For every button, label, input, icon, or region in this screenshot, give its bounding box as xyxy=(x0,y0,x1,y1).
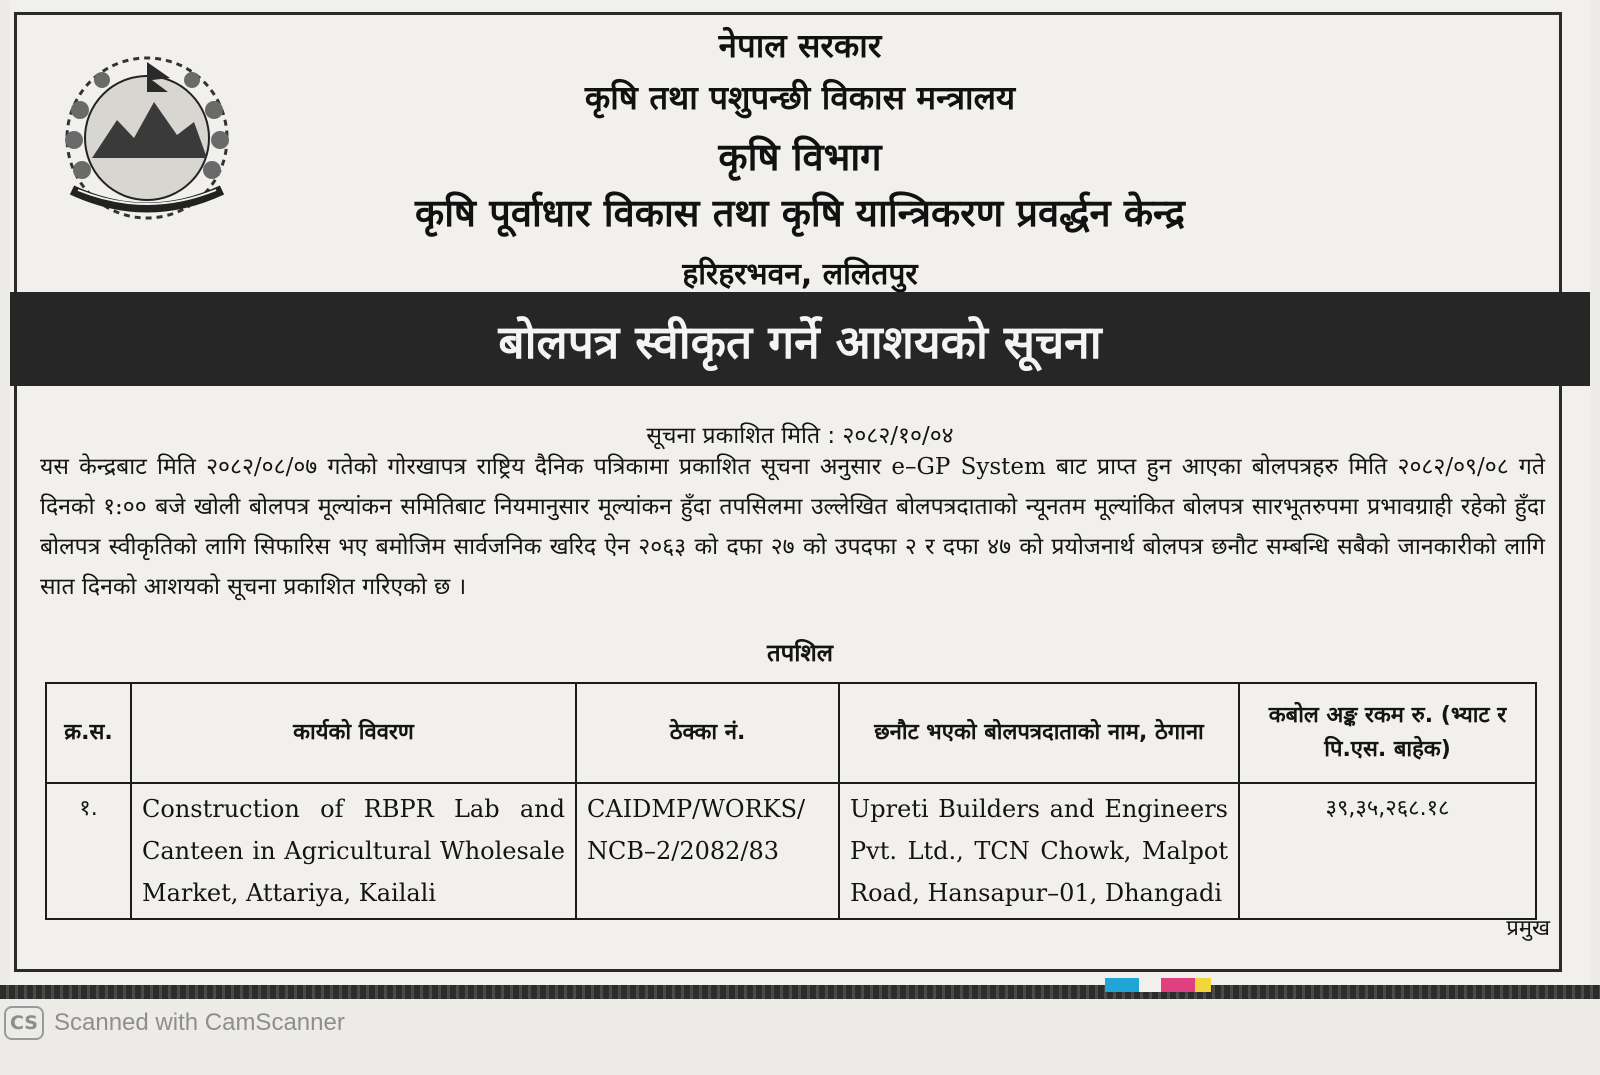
cyan-swatch xyxy=(1105,978,1139,992)
cell-contract-no: CAIDMP/WORKS/ NCB–2/2082/83 xyxy=(576,783,839,919)
notice-body: यस केन्द्रबाट मिति २०८२/०८/०७ गतेको गोरखापत्र राष्ट्रिय दैनिक पत्रिकामा प्रकाशित सूचना अनुसार e–GP System बाट प्राप्त हुन आएका बोलपत्रहरु मिति २०८२/०९/०८ गते दिनको १:०० बजे खोली बोलपत्र मूल्यांकन समितिबाट नियमानुसार मूल्यांकन हुँदा तपसिलमा उल्लेखित बोलपत्रदाताको न्यूनतम मूल्यांकित बोलपत्र सारभूतरुपमा प्रभावग्राही रहेको हुँदा बोलपत्र स्वीकृतिको लागि सिफारिस भए बमोजिम सार्वजनिक खरिद ऐन २०६३ को दफा २७ को उपदफा २ र दफा ४७ को प्रयोजनार्थ बोलपत्र छनौट सम्बन्धि सबैको जानकारीको लागि सात दिनको आशयको सूचना प्रकाशित गरिएको छ । xyxy=(40,454,1545,600)
title-band xyxy=(10,292,1590,386)
scanner-watermark xyxy=(4,1003,345,1043)
gap-swatch xyxy=(1139,978,1161,992)
notice-page xyxy=(10,0,1590,990)
header-bidder: छनौट भएको बोलपत्रदाताको नाम, ठेगाना xyxy=(839,683,1239,783)
publish-date: सूचना प्रकाशित मिति : २०८२/१०/०४ xyxy=(646,423,954,449)
signature-title: प्रमुख xyxy=(1506,916,1550,941)
schedule-heading: तपशिल xyxy=(766,639,834,667)
notice-title: बोलपत्र स्वीकृत गर्ने आशयको सूचना xyxy=(498,315,1102,369)
header-description: कार्यको विवरण xyxy=(131,683,576,783)
watermark-text: Scanned with CamScanner xyxy=(54,1009,345,1036)
header-sn: क्र.स. xyxy=(46,683,131,783)
center-heading: कृषि पूर्वाधार विकास तथा कृषि यान्त्रिकरण प्रवर्द्धन केन्द्र xyxy=(415,191,1185,235)
government-heading: नेपाल सरकार xyxy=(718,26,882,65)
header-amount: कबोल अङ्क रकम रु. (भ्याट र पि.एस. बाहेक) xyxy=(1239,683,1536,783)
bid-table xyxy=(45,682,1537,920)
yellow-swatch xyxy=(1195,978,1211,992)
office-address: हरिहरभवन, ललितपुर xyxy=(682,257,918,292)
department-heading: कृषि विभाग xyxy=(718,135,882,179)
cell-description: Construction of RBPR Lab and Canteen in Agricultural Wholesale Market, Attariya, Kailali xyxy=(131,783,576,919)
camscanner-logo-icon: CS xyxy=(4,1006,44,1040)
cell-amount: ३९,३५,२६८.१८ xyxy=(1239,783,1536,919)
table-header-row xyxy=(46,683,1536,783)
cell-bidder: Upreti Builders and Engineers Pvt. Ltd., TCN Chowk, Malpot Road, Hansapur–01, Dhangadi xyxy=(839,783,1239,919)
header-contract-no: ठेक्का नं. xyxy=(576,683,839,783)
color-registration-marks xyxy=(1105,978,1211,992)
magenta-swatch xyxy=(1161,978,1195,992)
page-bottom-rule xyxy=(0,985,1600,999)
cell-sn: १. xyxy=(46,783,131,919)
ministry-heading: कृषि तथा पशुपन्छी विकास मन्त्रालय xyxy=(584,78,1016,117)
table-row xyxy=(46,783,1536,919)
